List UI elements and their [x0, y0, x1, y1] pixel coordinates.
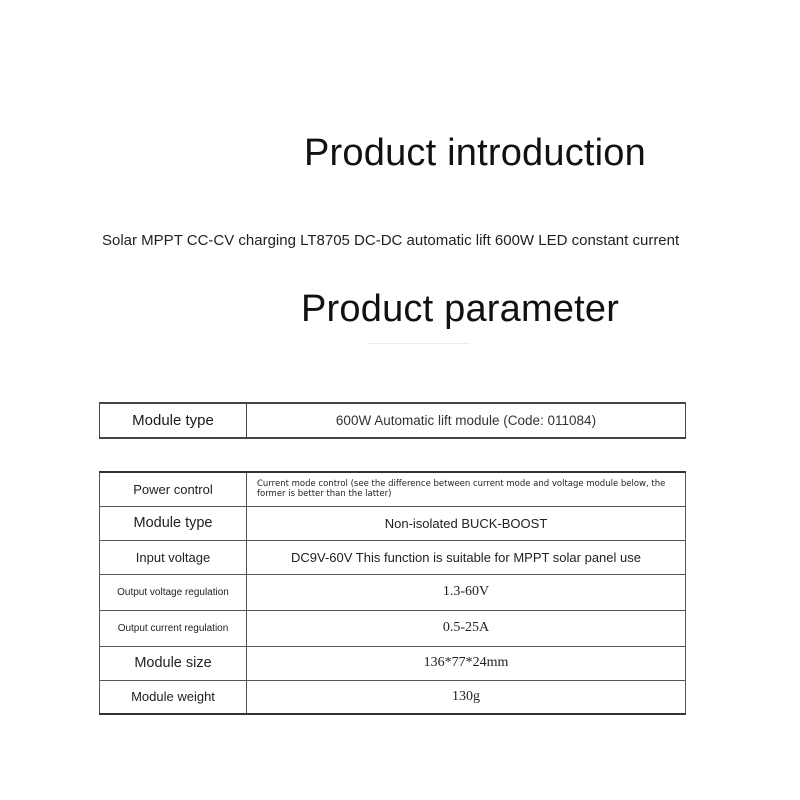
- table-row: [100, 540, 686, 574]
- param-value-module-weight: 130g: [247, 680, 686, 714]
- module-type-label: Module type: [100, 403, 247, 438]
- table-row: [100, 680, 686, 714]
- param-label-power-control: Power control: [100, 472, 247, 506]
- param-label-input-voltage: Input voltage: [100, 540, 247, 574]
- table-row: [100, 646, 686, 680]
- param-value-module-size: 136*77*24mm: [247, 646, 686, 680]
- module-summary-table: [99, 402, 686, 439]
- param-label-module-weight: Module weight: [100, 680, 247, 714]
- param-label-output-voltage: Output voltage regulation: [100, 574, 247, 610]
- page-title-parameter: Product parameter: [301, 288, 620, 330]
- parameter-table: [99, 471, 686, 715]
- table-row: [100, 610, 686, 646]
- param-value-power-control: Current mode control (see the difference between current mode and voltage module below, the former is better than the latter): [247, 472, 686, 506]
- param-value-output-voltage: 1.3-60V: [247, 574, 686, 610]
- page-title-introduction: Product introduction: [304, 132, 646, 174]
- param-label-module-type: Module type: [100, 506, 247, 540]
- param-value-output-current: 0.5-25A: [247, 610, 686, 646]
- param-value-module-type: Non-isolated BUCK-BOOST: [247, 506, 686, 540]
- table-row: [100, 472, 686, 506]
- table-row: [100, 403, 686, 438]
- table-row: [100, 506, 686, 540]
- param-label-output-current: Output current regulation: [100, 610, 247, 646]
- param-label-module-size: Module size: [100, 646, 247, 680]
- table-row: [100, 574, 686, 610]
- param-value-input-voltage: DC9V-60V This function is suitable for MPPT solar panel use: [247, 540, 686, 574]
- divider: [368, 343, 470, 344]
- module-type-value: 600W Automatic lift module (Code: 011084): [247, 403, 686, 438]
- product-subtitle: Solar MPPT CC-CV charging LT8705 DC-DC automatic lift 600W LED constant current: [102, 232, 680, 249]
